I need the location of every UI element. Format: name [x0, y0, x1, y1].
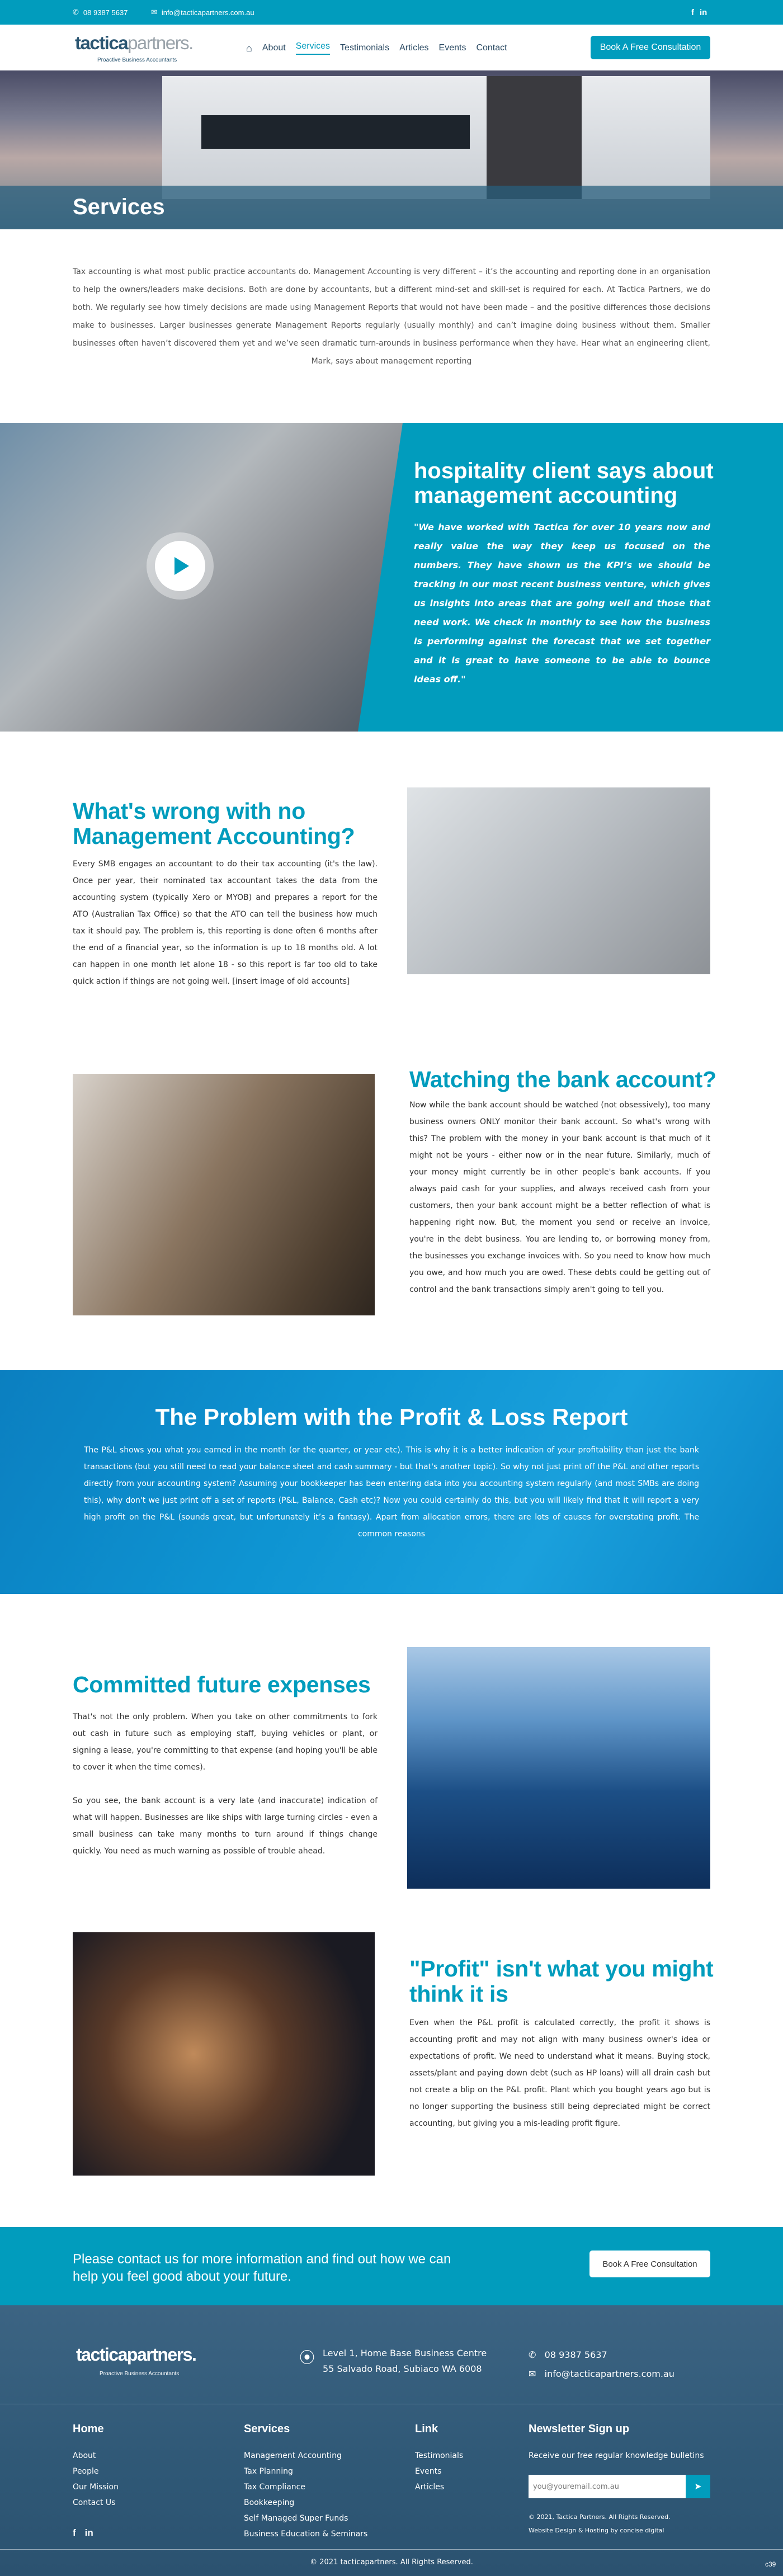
bank-building-image: [73, 1074, 375, 1315]
nav-contact[interactable]: Contact: [476, 43, 507, 53]
section-body: Every SMB engages an accountant to do their tax accounting (it's the law). Once per year, their nominated tax accountant takes the data from the accounting system (typically Xero or MYOB) and prepares a report for the ATO (Australian Tax Office) so that the ATO can tell the business how much tax it should pay. The problem is, this reporting is done often 6 months after the end of a financial year, so the information is up to 18 months old. A lot can happen in one month let alone 18 - so this report is far too old to take quick action if things are not going well. [insert image of old accounts]: [73, 860, 378, 986]
footer-link[interactable]: About: [73, 2451, 96, 2460]
section-title: The Problem with the Profit & Loss Report: [155, 1404, 628, 1430]
ship-image: [407, 1647, 710, 1889]
main-nav: [0, 25, 783, 70]
intro-text: Tax accounting is what most public practice accountants do. Management Accounting is very different – it’s the accounting and reporting done in an organisation to help the owners/leaders make decisions. Both are done by accountants, but a different mind-set and skill-set is required for each. At Tactica Partners, we do both. We regularly see how timely decisions are made using Management Reports that would not have been made – and the positive differences those decisions make to businesses. Larger businesses generate Management Reports regularly (usually monthly) and can’t imagine doing business without them. Smaller businesses often haven’t discovered them yet and we’ve seen dramatic turn-arounds in business performance when they have. Hear what an engineering client, Mark, says about management reporting: [73, 267, 710, 366]
nav-about[interactable]: About: [262, 43, 286, 53]
play-button[interactable]: [147, 532, 214, 600]
footer-link[interactable]: Tax Compliance: [244, 2483, 305, 2492]
page-title: Services: [73, 195, 165, 219]
nav-articles[interactable]: Articles: [399, 43, 429, 53]
section-body: Even when the P&L profit is calculated correctly, the profit it shows is accounting profit and may not align with many business owner's idea or expectations of profit. We need to understand what it means. Buying stock, assets/plant and paying down debt (such as HP loans) will all drain cash but not create a blip on the P&L profit. Plant which you bought years ago but is no longer supporting the business still being depreciated might be correct accounting, but giving you a mis-leading profit figure.: [409, 2018, 710, 2128]
facebook-icon[interactable]: f: [691, 8, 694, 17]
book-consultation-button[interactable]: Book A Free Consultation: [591, 36, 710, 59]
footer-link[interactable]: Our Mission: [73, 2483, 119, 2492]
footer-col-home: [73, 2423, 119, 2539]
topbar-email[interactable]: ✉ info@tacticapartners.com.au: [151, 8, 254, 17]
hero-banner: [0, 70, 783, 229]
location-pin-icon: ⦿: [299, 2348, 315, 2367]
nav-events[interactable]: Events: [438, 43, 466, 53]
section-title: Committed future expenses: [73, 1672, 371, 1697]
home-icon[interactable]: ⌂: [246, 42, 252, 54]
section-title: "Profit" isn't what you might think it is: [409, 1956, 714, 2007]
accounting-desk-image: [407, 787, 710, 974]
phone-icon: ✆: [529, 2349, 536, 2360]
footer-link[interactable]: Self Managed Super Funds: [244, 2514, 348, 2523]
linkedin-icon[interactable]: in: [700, 8, 707, 17]
pl-section: [0, 1370, 783, 1594]
tablet-chart-image: [73, 1932, 375, 2176]
footer-email[interactable]: ✉ info@tacticapartners.com.au: [529, 2369, 674, 2379]
footer-col-link: Link Testimonials Events Articles: [415, 2423, 463, 2495]
play-icon: [174, 557, 189, 575]
mail-icon: ✉: [529, 2369, 536, 2379]
newsletter-copyright: © 2021, Tactica Partners. All Rights Reserved.: [529, 2513, 671, 2521]
send-icon: ➤: [694, 2482, 702, 2492]
section-body: Now while the bank account should be watched (not obsessively), too many business owners ONLY monitor their bank account. So what's wrong with this? The problem with the money in your bank account is that much of it might not be yours - either now or in the near future. Similarly, much of your money might currently be in other people's bank accounts. If you always paid cash for your supplies, and always received cash from your customers, then your bank account might be a better reflection of what is happening right now. But, the moment you send or receive an invoice, you're in the debt business. You are lending to, or borrowing money from, the businesses you exchange invoices with. So you need to know how much you owe, and how much you are owed. These debts could be getting out of control and the bank transactions simply aren't going to tell you.: [409, 1101, 710, 1294]
section-body: So you see, the bank account is a very late (and inaccurate) indication of what will happen. Businesses are like ships with large turning circles - even a small business can take many months to turn around if things change quickly. You need as much warning as possible of trouble ahead.: [73, 1796, 378, 1856]
footer: [0, 2305, 783, 2576]
newsletter-submit-button[interactable]: [686, 2475, 710, 2498]
topbar-phone[interactable]: ✆ 08 9387 5637: [73, 8, 128, 17]
newsletter-email-input[interactable]: [529, 2475, 686, 2498]
section-title: What's wrong with no Management Accounting?: [73, 798, 355, 849]
footer-home-heading[interactable]: Home: [73, 2423, 104, 2435]
section-title: Watching the bank account?: [409, 1067, 716, 1092]
footer-col-services: Services Management Accounting Tax Planning Tax Compliance Bookkeeping Self Managed Super Funds Business Education & Seminars: [244, 2423, 367, 2542]
cta-text: Please contact us for more information and find out how we can help you feel good about your future.: [73, 2252, 451, 2284]
nav-services[interactable]: Services: [296, 41, 330, 55]
linkedin-icon[interactable]: in: [84, 2527, 93, 2538]
address-line-2: 55 Salvado Road, Subiaco WA 6008: [323, 2363, 482, 2374]
footer-link[interactable]: Articles: [415, 2483, 445, 2492]
logo-tagline: Proactive Business Accountants: [97, 57, 177, 63]
testimonial-quote: "We have worked with Tactica for over 10 years now and really value the way they keep us focused on the numbers. They have shown us the KPI’s we should be tracking in our most recent business venture, which gives us insights into areas that are going well and those that need work. We check in monthly to see how the business is performing against the forecast that we set together and it is great to have someone to be able to bounce ideas off.": [414, 522, 710, 685]
footer-link[interactable]: Management Accounting: [244, 2451, 342, 2460]
design-credit[interactable]: Website Design & Hosting by concise digital: [529, 2527, 664, 2534]
footer-link[interactable]: Bookkeeping: [244, 2498, 295, 2507]
newsletter-text: Receive our free regular knowledge bulletins: [529, 2451, 704, 2460]
footer-phone[interactable]: ✆ 08 9387 5637: [529, 2349, 607, 2360]
top-bar: [0, 0, 783, 25]
footer-link[interactable]: Tax Planning: [244, 2467, 293, 2476]
footer-link[interactable]: People: [73, 2467, 99, 2476]
cta-band: [0, 2227, 783, 2305]
section-body: That's not the only problem. When you take on other commitments to fork out cash in future such as employing staff, buying vehicles or plant, or signing a lease, you're committing to that expense (and hoping you'll be able to cover it when the time comes).: [73, 1712, 378, 1772]
address-line-1: Level 1, Home Base Business Centre: [323, 2348, 487, 2358]
building-photo: [162, 76, 710, 199]
nav-testimonials[interactable]: Testimonials: [340, 43, 390, 53]
newsletter: Newsletter Sign up Receive our free regular knowledge bulletins you@youremail.com.au ➤ © 2021, Tactica Partners. All Rights Reserved. Website Design & Hosting by concise digital: [529, 2423, 741, 2537]
footer-link[interactable]: Events: [415, 2467, 442, 2476]
section-body: The P&L shows you what you earned in the month (or the quarter, or year etc). This is why it is a better indication of your profitability than just the bank transactions (but you still need to read your balance sheet and cash summary - but that's another topic). So why not just print off the P&L and other reports directly from your accounting system? Assuming your bookkeeper has been entering data into you accounting system regularly (and most SMBs are doing this), why don't we just print off a set of reports (P&L, Balance, Cash etc)? Now you could certainly do this, but you will likely find that it will report a very high profit on the P&L (sounds great, but unfortunately it’s a fantasy). Apart from allocation errors, there are lots of causes for overstating profit. The common reasons: [84, 1446, 699, 1539]
footer-logo[interactable]: tacticapartners. Proactive Business Accountants: [76, 2344, 196, 2377]
cta-consultation-button[interactable]: Book A Free Consultation: [589, 2251, 710, 2277]
footer-link[interactable]: Testimonials: [415, 2451, 464, 2460]
phone-icon: ✆: [73, 8, 79, 16]
video-title: hospitality client says about management accounting: [414, 459, 714, 508]
footer-copyright: © 2021 tacticapartners. All Rights Reserved.: [310, 2558, 473, 2566]
footer-link[interactable]: Business Education & Seminars: [244, 2530, 368, 2539]
facebook-icon[interactable]: f: [73, 2527, 76, 2538]
logo[interactable]: tacticapartners. Proactive Business Accountants: [75, 32, 193, 63]
corner-label: c39: [765, 2560, 776, 2568]
footer-link[interactable]: Contact Us: [73, 2498, 116, 2507]
video-testimonial: [0, 423, 783, 732]
mail-icon: ✉: [151, 8, 157, 16]
